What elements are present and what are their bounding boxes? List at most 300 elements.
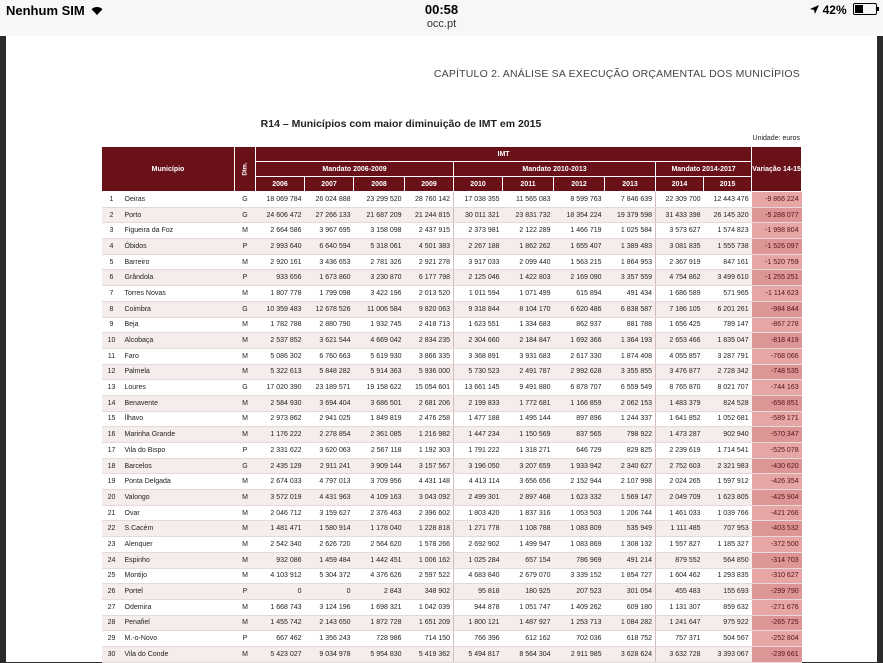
dimension-code: P xyxy=(235,270,256,286)
imt-value-2015: 504 567 xyxy=(704,631,752,647)
imt-value-2014: 4 754 862 xyxy=(656,270,704,286)
imt-value-2014: 1 641 852 xyxy=(656,411,704,427)
battery-icon xyxy=(853,3,877,15)
table-row xyxy=(102,254,802,270)
imt-value-2015: 1 623 805 xyxy=(704,490,752,506)
imt-value-2015: 707 953 xyxy=(704,521,752,537)
header-mandate-2006-2009: Mandato 2006-2009 xyxy=(256,162,454,177)
imt-value-2007: 23 189 571 xyxy=(305,380,354,396)
variation-value: -252 804 xyxy=(752,631,802,647)
imt-value-2011: 1 071 499 xyxy=(503,286,554,302)
header-mandate-2010-2013: Mandato 2010-2013 xyxy=(454,162,656,177)
table-row xyxy=(102,537,802,553)
imt-value-2013: 3 628 624 xyxy=(605,646,656,662)
dimension-code: M xyxy=(235,490,256,506)
imt-value-2010: 1 791 222 xyxy=(454,443,503,459)
imt-value-2007: 3 124 196 xyxy=(305,599,354,615)
imt-value-2006: 2 542 340 xyxy=(256,537,305,553)
imt-value-2015: 824 528 xyxy=(704,395,752,411)
imt-value-2013: 1 308 132 xyxy=(605,537,656,553)
imt-value-2009: 1 216 982 xyxy=(405,427,454,443)
municipality-name: Ílhavo xyxy=(122,411,235,427)
imt-value-2012: 6 878 707 xyxy=(554,380,605,396)
imt-value-2006: 24 606 472 xyxy=(256,207,305,223)
row-number: 21 xyxy=(102,505,122,521)
imt-value-2012: 1 083 869 xyxy=(554,537,605,553)
imt-value-2015: 3 499 610 xyxy=(704,270,752,286)
imt-value-2012: 2 992 628 xyxy=(554,364,605,380)
variation-value: -9 866 224 xyxy=(752,192,802,208)
imt-value-2008: 3 230 870 xyxy=(354,270,405,286)
imt-value-2006: 10 359 483 xyxy=(256,301,305,317)
imt-value-2010: 2 267 188 xyxy=(454,239,503,255)
imt-value-2009: 3 043 092 xyxy=(405,490,454,506)
imt-value-2014: 2 367 919 xyxy=(656,254,704,270)
imt-value-2008: 11 006 584 xyxy=(354,301,405,317)
imt-value-2012: 8 599 763 xyxy=(554,192,605,208)
imt-value-2012: 2 169 090 xyxy=(554,270,605,286)
table-row xyxy=(102,505,802,521)
imt-value-2008: 5 619 930 xyxy=(354,348,405,364)
imt-value-2008: 23 299 520 xyxy=(354,192,405,208)
imt-value-2007: 12 678 526 xyxy=(305,301,354,317)
row-number: 25 xyxy=(102,568,122,584)
dimension-code: M xyxy=(235,505,256,521)
imt-value-2009: 15 054 601 xyxy=(405,380,454,396)
table-row xyxy=(102,301,802,317)
imt-value-2013: 1 569 147 xyxy=(605,490,656,506)
dimension-code: M xyxy=(235,254,256,270)
variation-value: -525 078 xyxy=(752,443,802,459)
municipality-name: Marinha Grande xyxy=(122,427,235,443)
municipality-name: Espinho xyxy=(122,552,235,568)
municipality-name: Loures xyxy=(122,380,235,396)
imt-value-2011: 23 831 732 xyxy=(503,207,554,223)
imt-value-2015: 1 597 912 xyxy=(704,474,752,490)
municipality-name: Beja xyxy=(122,317,235,333)
imt-value-2006: 4 103 912 xyxy=(256,568,305,584)
imt-value-2006: 18 069 784 xyxy=(256,192,305,208)
municipality-name: Portel xyxy=(122,584,235,600)
row-number: 20 xyxy=(102,490,122,506)
imt-value-2012: 1 623 332 xyxy=(554,490,605,506)
imt-value-2015: 26 145 320 xyxy=(704,207,752,223)
imt-value-2006: 1 782 788 xyxy=(256,317,305,333)
imt-value-2006: 2 584 930 xyxy=(256,395,305,411)
municipality-name: Vila do Bispo xyxy=(122,443,235,459)
imt-value-2010: 766 396 xyxy=(454,631,503,647)
header-year-2008: 2008 xyxy=(354,177,405,192)
imt-value-2013: 1 084 282 xyxy=(605,615,656,631)
imt-value-2010: 1 447 234 xyxy=(454,427,503,443)
imt-value-2014: 1 473 287 xyxy=(656,427,704,443)
municipality-name: Montijo xyxy=(122,568,235,584)
imt-value-2007: 5 304 372 xyxy=(305,568,354,584)
imt-value-2012: 615 894 xyxy=(554,286,605,302)
variation-value: -430 620 xyxy=(752,458,802,474)
variation-value: -239 661 xyxy=(752,646,802,662)
imt-value-2014: 2 049 709 xyxy=(656,490,704,506)
header-imt: IMT xyxy=(256,147,752,162)
imt-value-2007: 26 024 888 xyxy=(305,192,354,208)
header-year-2010: 2010 xyxy=(454,177,503,192)
imt-value-2008: 2 843 xyxy=(354,584,405,600)
table-row xyxy=(102,270,802,286)
imt-value-2008: 3 909 144 xyxy=(354,458,405,474)
row-number: 5 xyxy=(102,254,122,270)
table-row xyxy=(102,333,802,349)
imt-value-2014: 1 686 589 xyxy=(656,286,704,302)
imt-value-2006: 1 455 742 xyxy=(256,615,305,631)
municipality-name: Valongo xyxy=(122,490,235,506)
imt-value-2007: 3 694 404 xyxy=(305,395,354,411)
dimension-code: G xyxy=(235,380,256,396)
imt-value-2009: 1 651 209 xyxy=(405,615,454,631)
imt-value-2014: 7 186 105 xyxy=(656,301,704,317)
imt-value-2014: 4 055 857 xyxy=(656,348,704,364)
imt-value-2011: 612 162 xyxy=(503,631,554,647)
table-row xyxy=(102,490,802,506)
imt-value-2007: 27 266 133 xyxy=(305,207,354,223)
imt-value-2014: 757 371 xyxy=(656,631,704,647)
municipality-name: Ovar xyxy=(122,505,235,521)
imt-value-2013: 3 357 559 xyxy=(605,270,656,286)
imt-value-2013: 6 559 549 xyxy=(605,380,656,396)
imt-value-2015: 859 632 xyxy=(704,599,752,615)
imt-value-2014: 31 433 398 xyxy=(656,207,704,223)
imt-value-2009: 5 419 362 xyxy=(405,646,454,662)
imt-value-2007: 4 431 963 xyxy=(305,490,354,506)
row-number: 10 xyxy=(102,333,122,349)
municipality-name: M.-o-Novo xyxy=(122,631,235,647)
imt-value-2007: 2 880 790 xyxy=(305,317,354,333)
imt-value-2013: 535 949 xyxy=(605,521,656,537)
imt-value-2008: 3 709 956 xyxy=(354,474,405,490)
imt-value-2009: 28 760 142 xyxy=(405,192,454,208)
imt-value-2011: 9 491 880 xyxy=(503,380,554,396)
imt-value-2011: 11 565 083 xyxy=(503,192,554,208)
imt-value-2008: 728 986 xyxy=(354,631,405,647)
imt-value-2013: 6 838 587 xyxy=(605,301,656,317)
imt-value-2010: 2 199 833 xyxy=(454,395,503,411)
imt-value-2008: 5 318 061 xyxy=(354,239,405,255)
imt-value-2012: 1 166 859 xyxy=(554,395,605,411)
status-time: 00:58 xyxy=(424,2,459,17)
table-row xyxy=(102,599,802,615)
table-row xyxy=(102,317,802,333)
table-row xyxy=(102,364,802,380)
variation-value: -299 790 xyxy=(752,584,802,600)
chapter-heading: CAPÍTULO 2. ANÁLISE SA EXECUÇÃO ORÇAMENTAL DOS MUNICÍPIOS xyxy=(433,68,800,80)
imt-value-2011: 657 154 xyxy=(503,552,554,568)
imt-value-2009: 4 431 148 xyxy=(405,474,454,490)
municipality-name: Alcobaça xyxy=(122,333,235,349)
header-year-2015: 2015 xyxy=(704,177,752,192)
imt-value-2009: 9 820 063 xyxy=(405,301,454,317)
dimension-code: P xyxy=(235,584,256,600)
imt-value-2010: 1 011 594 xyxy=(454,286,503,302)
imt-value-2008: 4 109 163 xyxy=(354,490,405,506)
imt-value-2011: 1 837 316 xyxy=(503,505,554,521)
imt-value-2013: 829 825 xyxy=(605,443,656,459)
imt-value-2011: 8 104 170 xyxy=(503,301,554,317)
row-number: 16 xyxy=(102,427,122,443)
imt-value-2012: 1 083 809 xyxy=(554,521,605,537)
municipality-name: Benavente xyxy=(122,395,235,411)
table-row xyxy=(102,474,802,490)
imt-value-2006: 1 176 222 xyxy=(256,427,305,443)
variation-value: -984 844 xyxy=(752,301,802,317)
imt-value-2009: 1 042 039 xyxy=(405,599,454,615)
row-number: 19 xyxy=(102,474,122,490)
row-number: 17 xyxy=(102,443,122,459)
imt-value-2007: 2 626 720 xyxy=(305,537,354,553)
imt-value-2010: 4 683 840 xyxy=(454,568,503,584)
imt-value-2012: 646 729 xyxy=(554,443,605,459)
dimension-code: P xyxy=(235,443,256,459)
variation-value: -1 526 097 xyxy=(752,239,802,255)
row-number: 23 xyxy=(102,537,122,553)
imt-value-2008: 5 914 363 xyxy=(354,364,405,380)
imt-value-2006: 2 973 862 xyxy=(256,411,305,427)
municipality-name: Porto xyxy=(122,207,235,223)
imt-value-2007: 4 797 013 xyxy=(305,474,354,490)
municipality-name: Barreiro xyxy=(122,254,235,270)
header-year-2009: 2009 xyxy=(405,177,454,192)
imt-value-2011: 1 108 788 xyxy=(503,521,554,537)
variation-value: -589 171 xyxy=(752,411,802,427)
table-row xyxy=(102,568,802,584)
imt-value-2006: 1 668 743 xyxy=(256,599,305,615)
row-number: 11 xyxy=(102,348,122,364)
imt-value-2011: 1 150 569 xyxy=(503,427,554,443)
imt-value-2015: 975 922 xyxy=(704,615,752,631)
imt-value-2009: 1 006 162 xyxy=(405,552,454,568)
imt-value-2008: 1 698 321 xyxy=(354,599,405,615)
imt-value-2014: 3 632 728 xyxy=(656,646,704,662)
imt-value-2013: 3 355 855 xyxy=(605,364,656,380)
imt-value-2010: 1 477 188 xyxy=(454,411,503,427)
imt-value-2012: 1 933 942 xyxy=(554,458,605,474)
imt-value-2012: 702 036 xyxy=(554,631,605,647)
imt-value-2013: 881 788 xyxy=(605,317,656,333)
imt-value-2009: 714 150 xyxy=(405,631,454,647)
row-number: 13 xyxy=(102,380,122,396)
imt-value-2013: 1 854 727 xyxy=(605,568,656,584)
location-arrow-icon xyxy=(810,3,822,17)
header-year-2007: 2007 xyxy=(305,177,354,192)
imt-value-2015: 1 039 766 xyxy=(704,505,752,521)
imt-value-2009: 3 157 567 xyxy=(405,458,454,474)
variation-value: -5 288 077 xyxy=(752,207,802,223)
imt-value-2007: 3 967 695 xyxy=(305,223,354,239)
imt-value-2013: 2 107 998 xyxy=(605,474,656,490)
imt-value-2014: 1 604 462 xyxy=(656,568,704,584)
imt-value-2008: 1 932 745 xyxy=(354,317,405,333)
imt-value-2008: 21 687 209 xyxy=(354,207,405,223)
imt-value-2007: 6 640 594 xyxy=(305,239,354,255)
variation-value: -426 354 xyxy=(752,474,802,490)
imt-value-2015: 12 443 476 xyxy=(704,192,752,208)
imt-value-2012: 862 937 xyxy=(554,317,605,333)
variation-value: -768 066 xyxy=(752,348,802,364)
header-year-2006: 2006 xyxy=(256,177,305,192)
imt-value-2013: 1 244 337 xyxy=(605,411,656,427)
header-mandate-2014-2017: Mandato 2014-2017 xyxy=(656,162,752,177)
dimension-code: M xyxy=(235,427,256,443)
variation-value: -421 266 xyxy=(752,505,802,521)
imt-value-2010: 1 803 420 xyxy=(454,505,503,521)
imt-value-2010: 17 038 355 xyxy=(454,192,503,208)
municipality-name: S.Cacém xyxy=(122,521,235,537)
variation-value: -265 725 xyxy=(752,615,802,631)
imt-value-2013: 1 389 483 xyxy=(605,239,656,255)
imt-value-2006: 2 046 712 xyxy=(256,505,305,521)
unit-label: Unidade: euros xyxy=(752,135,800,142)
municipality-name: Barcelos xyxy=(122,458,235,474)
imt-value-2012: 3 339 152 xyxy=(554,568,605,584)
imt-value-2014: 1 241 647 xyxy=(656,615,704,631)
imt-value-2010: 5 494 817 xyxy=(454,646,503,662)
imt-value-2007: 1 799 098 xyxy=(305,286,354,302)
imt-value-2014: 2 752 603 xyxy=(656,458,704,474)
imt-value-2013: 798 922 xyxy=(605,427,656,443)
imt-value-2010: 5 730 523 xyxy=(454,364,503,380)
variation-value: -744 163 xyxy=(752,380,802,396)
imt-value-2007: 3 621 544 xyxy=(305,333,354,349)
dimension-code: M xyxy=(235,599,256,615)
imt-value-2011: 1 318 271 xyxy=(503,443,554,459)
battery-percent: 42% xyxy=(822,3,847,17)
imt-value-2011: 1 772 681 xyxy=(503,395,554,411)
imt-value-2013: 2 062 153 xyxy=(605,395,656,411)
imt-value-2007: 0 xyxy=(305,584,354,600)
imt-value-2015: 564 850 xyxy=(704,552,752,568)
imt-value-2008: 19 158 622 xyxy=(354,380,405,396)
imt-value-2012: 2 152 944 xyxy=(554,474,605,490)
imt-value-2014: 1 461 033 xyxy=(656,505,704,521)
imt-value-2011: 3 207 659 xyxy=(503,458,554,474)
imt-value-2006: 0 xyxy=(256,584,305,600)
row-number: 15 xyxy=(102,411,122,427)
imt-value-2011: 1 495 144 xyxy=(503,411,554,427)
imt-value-2009: 2 681 206 xyxy=(405,395,454,411)
imt-value-2011: 3 931 683 xyxy=(503,348,554,364)
dimension-code: M xyxy=(235,646,256,662)
table-row xyxy=(102,286,802,302)
imt-value-2006: 5 322 613 xyxy=(256,364,305,380)
imt-value-2014: 1 557 827 xyxy=(656,537,704,553)
municipality-name: Odemira xyxy=(122,599,235,615)
imt-value-2012: 18 354 224 xyxy=(554,207,605,223)
imt-value-2013: 19 379 598 xyxy=(605,207,656,223)
municipality-name: Alenquer xyxy=(122,537,235,553)
imt-value-2006: 932 086 xyxy=(256,552,305,568)
table-title: R14 – Municípios com maior diminuição de IMT em 2015 xyxy=(260,118,542,130)
imt-value-2007: 3 436 653 xyxy=(305,254,354,270)
row-number: 27 xyxy=(102,599,122,615)
imt-value-2015: 1 293 835 xyxy=(704,568,752,584)
imt-value-2009: 348 902 xyxy=(405,584,454,600)
row-number: 22 xyxy=(102,521,122,537)
dimension-code: M xyxy=(235,568,256,584)
imt-value-2006: 2 435 129 xyxy=(256,458,305,474)
imt-value-2012: 1 253 713 xyxy=(554,615,605,631)
header-year-2011: 2011 xyxy=(503,177,554,192)
imt-value-2014: 2 239 619 xyxy=(656,443,704,459)
imt-value-2009: 2 476 258 xyxy=(405,411,454,427)
imt-value-2014: 1 483 379 xyxy=(656,395,704,411)
imt-value-2014: 3 573 627 xyxy=(656,223,704,239)
row-number: 2 xyxy=(102,207,122,223)
imt-value-2006: 5 086 302 xyxy=(256,348,305,364)
imt-value-2010: 3 196 050 xyxy=(454,458,503,474)
imt-value-2012: 1 563 215 xyxy=(554,254,605,270)
imt-value-2013: 7 846 639 xyxy=(605,192,656,208)
imt-value-2014: 3 081 835 xyxy=(656,239,704,255)
imt-value-2010: 3 917 033 xyxy=(454,254,503,270)
imt-value-2013: 491 434 xyxy=(605,286,656,302)
imt-value-2008: 2 564 620 xyxy=(354,537,405,553)
imt-value-2014: 1 111 485 xyxy=(656,521,704,537)
row-number: 28 xyxy=(102,615,122,631)
imt-value-2008: 1 872 728 xyxy=(354,615,405,631)
imt-value-2015: 1 714 541 xyxy=(704,443,752,459)
header-dim: Dim. xyxy=(235,147,256,192)
imt-value-2012: 1 692 366 xyxy=(554,333,605,349)
imt-value-2015: 902 940 xyxy=(704,427,752,443)
dimension-code: M xyxy=(235,411,256,427)
table-row xyxy=(102,239,802,255)
row-number: 18 xyxy=(102,458,122,474)
table-row xyxy=(102,427,802,443)
imt-value-2007: 1 580 914 xyxy=(305,521,354,537)
imt-value-2015: 3 393 067 xyxy=(704,646,752,662)
imt-value-2009: 6 177 798 xyxy=(405,270,454,286)
imt-value-2006: 2 920 161 xyxy=(256,254,305,270)
dimension-code: P xyxy=(235,631,256,647)
imt-value-2009: 1 228 818 xyxy=(405,521,454,537)
dimension-code: G xyxy=(235,192,256,208)
table-row xyxy=(102,411,802,427)
dimension-code: M xyxy=(235,223,256,239)
imt-value-2007: 1 459 484 xyxy=(305,552,354,568)
address-bar-url[interactable]: occ.pt xyxy=(426,18,457,30)
imt-value-2012: 786 969 xyxy=(554,552,605,568)
imt-value-2015: 1 574 823 xyxy=(704,223,752,239)
variation-value: -1 255 251 xyxy=(752,270,802,286)
imt-value-2014: 8 765 870 xyxy=(656,380,704,396)
imt-value-2010: 2 692 902 xyxy=(454,537,503,553)
imt-value-2007: 6 760 663 xyxy=(305,348,354,364)
imt-value-2009: 21 244 815 xyxy=(405,207,454,223)
imt-value-2015: 6 201 261 xyxy=(704,301,752,317)
header-municipio: Município xyxy=(102,147,235,192)
dimension-code: M xyxy=(235,521,256,537)
table-row xyxy=(102,380,802,396)
imt-value-2011: 1 487 927 xyxy=(503,615,554,631)
imt-value-2014: 879 552 xyxy=(656,552,704,568)
dimension-code: M xyxy=(235,537,256,553)
municipality-name: Vila do Conde xyxy=(122,646,235,662)
variation-value: -1 520 759 xyxy=(752,254,802,270)
variation-value: -403 532 xyxy=(752,521,802,537)
document-page[interactable] xyxy=(6,36,877,662)
row-number: 7 xyxy=(102,286,122,302)
imt-value-2008: 2 361 085 xyxy=(354,427,405,443)
imt-value-2010: 944 878 xyxy=(454,599,503,615)
imt-value-2013: 491 214 xyxy=(605,552,656,568)
